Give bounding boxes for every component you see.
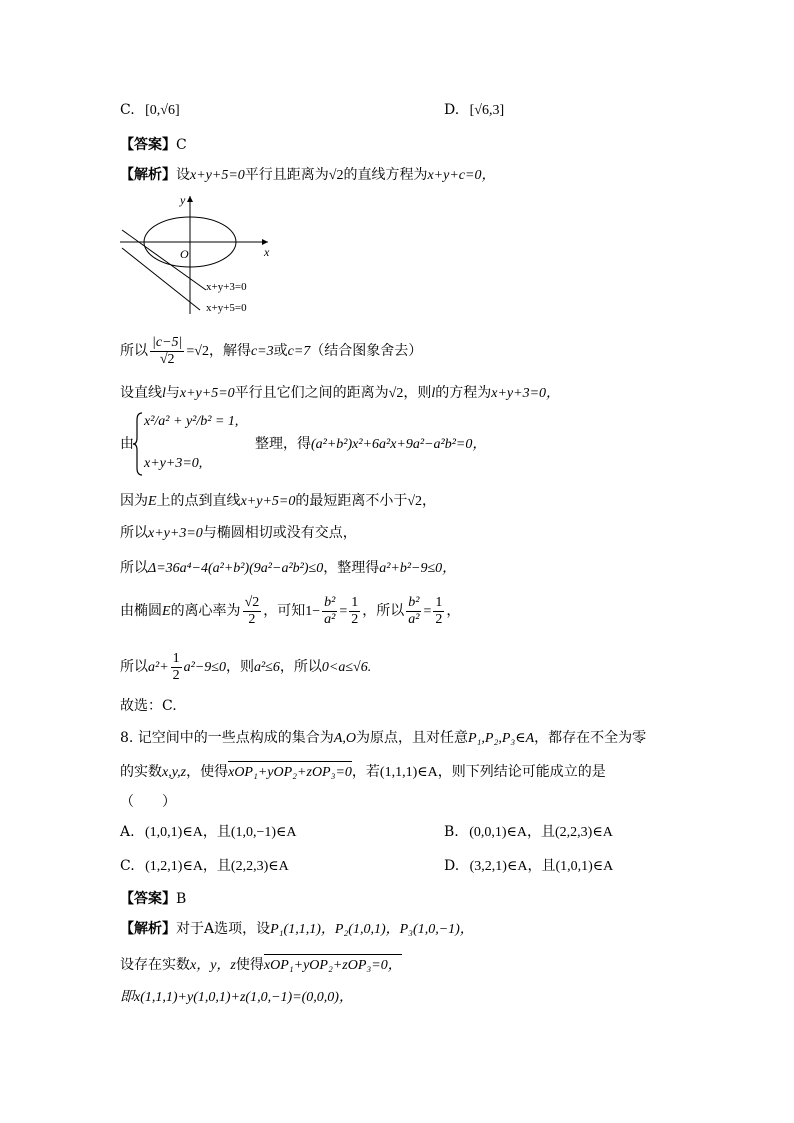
math: c=7 [287, 344, 311, 359]
math: l [162, 386, 166, 401]
text: ，若 [351, 764, 380, 780]
text: 的直线方程为 [343, 167, 428, 183]
math: a²+ [148, 660, 169, 675]
q7-answer [120, 135, 187, 155]
text: 所以 [120, 343, 148, 359]
option-value: [√6,3] [469, 103, 505, 118]
q8-analysis-line3: 即x(1,1,1)+y(1,0,1)+z(1,0,−1)=(0,0,0)， [120, 990, 353, 1005]
text: ，所以 [362, 603, 405, 619]
fraction [433, 595, 444, 628]
q7-analysis-line8 [120, 592, 460, 631]
text: 的方程为 [435, 385, 492, 401]
system-eq2: x+y+3=0, [144, 456, 203, 471]
option-label: C. [120, 102, 135, 118]
q8-paren: （ ） [120, 794, 176, 810]
answer-tag: 【答案】 [120, 891, 176, 907]
numerator: 1 [172, 650, 180, 666]
text: 设直线 [120, 385, 162, 401]
text: ， [446, 603, 461, 619]
fraction [243, 595, 262, 628]
fraction [406, 595, 421, 628]
fraction [171, 651, 182, 684]
brace-icon [133, 412, 143, 476]
system-eq1: x²/a² + y²/b² = 1, [144, 414, 239, 429]
option-label: D. [444, 102, 460, 118]
q8-option-c[interactable] [120, 856, 289, 877]
math: xOP₁+yOP₂+zOP₃=0， [264, 956, 402, 976]
math: P₁(1,1,1)，P₂(1,0,1)，P₃(1,0,−1)， [270, 922, 474, 937]
q8-answer [120, 889, 186, 909]
q7-analysis-line9 [120, 648, 371, 687]
text: 使得 [235, 957, 264, 973]
q7-system-result [255, 434, 486, 455]
q8-analysis-line1 [120, 919, 474, 940]
label-line2: x+y+5=0 [206, 302, 247, 314]
denominator: 2 [172, 667, 180, 683]
text: 对于A选项，设 [176, 921, 271, 937]
denominator: 2 [351, 611, 359, 627]
q7-analysis-line7 [120, 558, 456, 579]
option-label: C. [120, 858, 135, 874]
q7-analysis-line3 [120, 383, 560, 404]
text: 所以 [120, 659, 148, 675]
text: 为原点，且对任意 [355, 730, 468, 746]
math: (1,1,1)∈A [379, 765, 438, 780]
math: x+y+3=0 [148, 526, 203, 541]
q8-stem-line1 [120, 728, 646, 749]
text: ，可知 [263, 603, 306, 619]
math: √2 [328, 168, 344, 183]
text: ，则下列结论可能成立的是 [437, 764, 606, 780]
q8-stem-line2 [120, 762, 606, 783]
math: =√2，解得 [186, 344, 251, 359]
text: ，则 [225, 659, 254, 675]
numerator: 1 [435, 594, 443, 610]
text: （结合图象舍去） [310, 343, 423, 359]
q8-option-a[interactable] [120, 822, 297, 843]
text: 或 [273, 343, 288, 359]
q7-system-prefix [120, 434, 134, 454]
numerator: b² [408, 594, 420, 610]
denominator: 2 [435, 611, 443, 627]
q7-analysis-line6 [120, 523, 357, 544]
math: E [148, 494, 157, 509]
math: = [339, 604, 348, 619]
text: 由椭圆 [120, 603, 162, 619]
answer-value: C [176, 137, 187, 153]
text: ，整理得 [323, 560, 380, 576]
option-value: (3,2,1)∈A，且(1,0,1)∈A [469, 859, 614, 874]
option-value: (0,0,1)∈A，且(2,2,3)∈A [469, 825, 613, 840]
fraction [322, 595, 337, 628]
option-value: (1,0,1)∈A，且(1,0,−1)∈A [145, 825, 297, 840]
math: 0<a≤√6. [321, 660, 372, 675]
q7-analysis-line2 [120, 334, 422, 369]
text: 设 [176, 167, 190, 183]
text: ，则 [403, 385, 432, 401]
text: 8. 记空间中的一些点构成的集合为 [120, 730, 334, 746]
math: P₁,P₂,P₃∈A [467, 731, 535, 746]
label-line1: x+y+3=0 [206, 281, 247, 293]
math: x，y，z [190, 958, 236, 973]
text: 上的点到直线 [156, 493, 241, 509]
math: √2， [407, 494, 437, 509]
fraction [349, 595, 360, 628]
math: √2 [388, 386, 404, 401]
text: 的实数 [120, 764, 162, 780]
label-y: y [180, 193, 186, 207]
text: 的最短距离不小于 [295, 493, 408, 509]
text: ，所以 [279, 659, 322, 675]
text: 因为 [120, 493, 148, 509]
math: A,O [333, 731, 356, 746]
analysis-tag: 【解析】 [120, 921, 176, 937]
text: 与 [165, 385, 180, 401]
option-d-prev [444, 100, 504, 121]
numerator: 1 [351, 594, 359, 610]
label-origin: O [180, 247, 189, 261]
denominator: a² [324, 611, 336, 627]
q8-option-b[interactable] [444, 822, 613, 843]
math: 1− [305, 604, 321, 619]
math: a²≤6 [253, 660, 280, 675]
option-label: B. [444, 824, 459, 840]
text: 的离心率为 [170, 603, 241, 619]
math: xOP₁+yOP₂+zOP₃=0 [228, 763, 352, 783]
math: x+y+c=0， [427, 168, 496, 183]
option-value: [0,√6] [145, 103, 180, 118]
math: c=3 [250, 344, 274, 359]
math: E [162, 604, 171, 619]
math: (a²+b²)x²+6a²x+9a²−a²b²=0， [311, 437, 487, 452]
option-label: D. [444, 858, 460, 874]
ellipse-figure [118, 190, 278, 318]
text: ，都存在不全为零 [534, 730, 647, 746]
analysis-tag: 【解析】 [120, 167, 176, 183]
q7-analysis-line1 [120, 165, 495, 186]
text: 平行且它们之间的距离为 [234, 385, 389, 401]
answer-value: B [176, 891, 187, 907]
text: 与椭圆相切或没有交点， [202, 525, 357, 541]
option-value: (1,2,1)∈A，且(2,2,3)∈A [145, 859, 289, 874]
math: x,y,z [162, 765, 187, 780]
math: x+y+5=0 [240, 494, 296, 509]
text: 设存在实数 [120, 957, 190, 973]
q8-option-d[interactable] [444, 856, 613, 877]
text: 平行且距离为 [244, 167, 329, 183]
text: 由 [120, 436, 134, 452]
text: 整理，得 [255, 436, 311, 452]
answer-tag: 【答案】 [120, 137, 176, 153]
q7-analysis-line5 [120, 491, 436, 512]
denominator: a² [408, 611, 420, 627]
q8-analysis-line2 [120, 955, 402, 976]
option-c-prev [120, 100, 180, 121]
q7-choose: 故选：C. [120, 698, 177, 714]
math: a²−9≤0 [183, 660, 226, 675]
text: ，使得 [186, 764, 229, 780]
option-label: A. [120, 824, 135, 840]
denominator: √2 [159, 351, 175, 367]
text: 所以 [120, 560, 148, 576]
math: a²+b²−9≤0， [379, 561, 457, 576]
math: x+y+5=0 [179, 386, 235, 401]
math: x+y+5=0 [190, 168, 245, 183]
math: l [431, 386, 436, 401]
math: x+y+3=0， [491, 386, 561, 401]
text: 所以 [120, 525, 148, 541]
numerator: |c−5| [152, 334, 183, 350]
math: Δ=36a⁴−4(a²+b²)(9a²−a²b²)≤0 [148, 561, 324, 576]
numerator: b² [324, 594, 336, 610]
label-x: x [264, 245, 270, 259]
denominator: 2 [248, 611, 256, 627]
math: = [423, 604, 432, 619]
numerator: √2 [244, 594, 260, 610]
fraction [150, 335, 184, 368]
